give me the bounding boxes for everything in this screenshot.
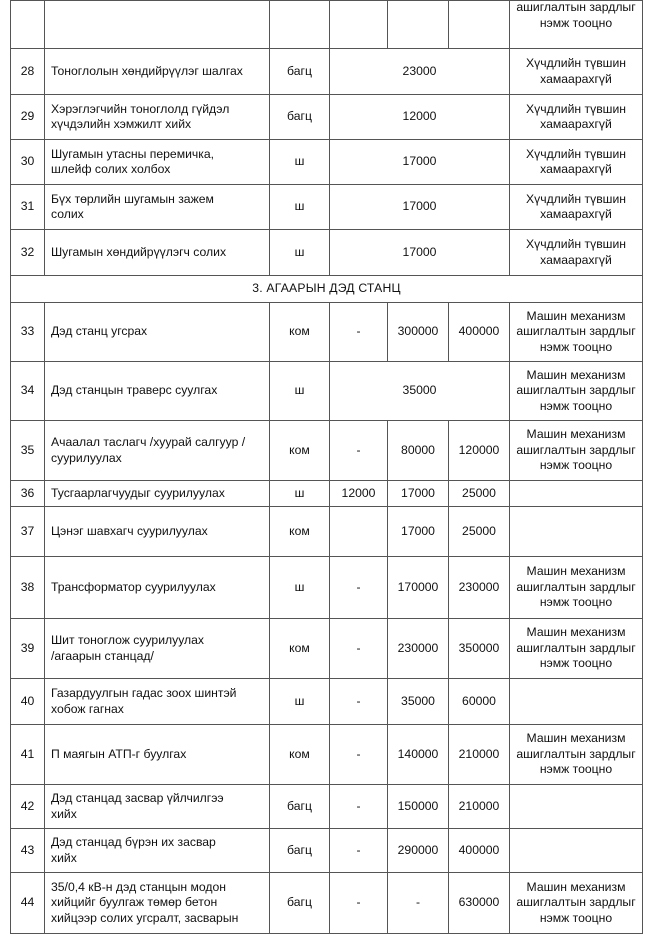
table-row xyxy=(11,303,643,362)
cell-note xyxy=(510,785,643,829)
table-row xyxy=(11,230,643,276)
cell-no: 33 xyxy=(11,303,45,362)
cell-note: Машин механизм ашиглалтын зардлыг нэмж тооцно xyxy=(510,873,643,934)
cell-unit: багц xyxy=(270,785,330,829)
cell-note: Машин механизм ашиглалтын зардлыг нэмж тооцно xyxy=(510,421,643,481)
table-row xyxy=(11,557,643,619)
cell-unit: ком xyxy=(270,619,330,679)
cell-name: Дэд станцын траверс суулгах xyxy=(45,362,270,421)
cell-name xyxy=(45,1,270,49)
cell-price-1: - xyxy=(330,679,388,725)
cell-unit: багц xyxy=(270,95,330,140)
table-row xyxy=(11,1,643,49)
price-table xyxy=(10,0,643,934)
cell-price-3 xyxy=(449,1,510,49)
table-row xyxy=(11,140,643,185)
cell-name: 35/0,4 кВ-н дэд станцын модон хийцийг буулгаж төмөр бетон хийцээр солих угсралт, засварын xyxy=(45,873,270,934)
cell-note: Хүчдлийн түвшин хамаарахгүй xyxy=(510,185,643,230)
cell-price-3: 25000 xyxy=(449,507,510,557)
cell-unit: ш xyxy=(270,230,330,276)
cell-name: Дэд станц угсрах xyxy=(45,303,270,362)
note-text: ашиглалтын зардлыг нэмж тооцно xyxy=(516,0,636,30)
cell-price-3: 120000 xyxy=(449,421,510,481)
table-row xyxy=(11,481,643,507)
cell-unit: багц xyxy=(270,49,330,95)
cell-price-2: 17000 xyxy=(388,507,449,557)
cell-price-merged: 12000 xyxy=(330,95,510,140)
cell-name: Шугамын хөндийрүүлэгч солих xyxy=(45,230,270,276)
cell-price-2: 150000 xyxy=(388,785,449,829)
table-row xyxy=(11,679,643,725)
cell-name: Цэнэг шавхагч суурилуулах xyxy=(45,507,270,557)
cell-price-2: 290000 xyxy=(388,829,449,873)
cell-name: Тоноглолын хөндийрүүлэг шалгах xyxy=(45,49,270,95)
cell-name: П маягын АТП-г буулгах xyxy=(45,725,270,785)
cell-note xyxy=(510,507,643,557)
cell-price-1: - xyxy=(330,421,388,481)
cell-note xyxy=(510,1,643,49)
cell-no: 39 xyxy=(11,619,45,679)
cell-note: Хүчдлийн түвшин хамаарахгүй xyxy=(510,49,643,95)
cell-price-2: 300000 xyxy=(388,303,449,362)
cell-note: Хүчдлийн түвшин хамаарахгүй xyxy=(510,95,643,140)
cell-price-1: - xyxy=(330,557,388,619)
cell-note xyxy=(510,481,643,507)
cell-name: Шит тоноглож суурилуулах /агаарын станцад/ xyxy=(45,619,270,679)
cell-no: 42 xyxy=(11,785,45,829)
table-row xyxy=(11,507,643,557)
table-row xyxy=(11,829,643,873)
cell-price-1: 12000 xyxy=(330,481,388,507)
cell-no: 35 xyxy=(11,421,45,481)
cell-price-1: - xyxy=(330,619,388,679)
cell-price-merged: 17000 xyxy=(330,140,510,185)
cell-price-3: 210000 xyxy=(449,785,510,829)
cell-price-2: 230000 xyxy=(388,619,449,679)
cell-unit: ш xyxy=(270,362,330,421)
cell-note: Хүчдлийн түвшин хамаарахгүй xyxy=(510,230,643,276)
cell-unit: ком xyxy=(270,507,330,557)
cell-price-1: - xyxy=(330,873,388,934)
table-row xyxy=(11,785,643,829)
cell-no: 32 xyxy=(11,230,45,276)
cell-unit: ком xyxy=(270,303,330,362)
table-row xyxy=(11,873,643,934)
cell-name: Шугамын утасны перемичка, шлейф солих холбох xyxy=(45,140,270,185)
cell-no: 31 xyxy=(11,185,45,230)
cell-price-1: - xyxy=(330,829,388,873)
cell-price-2: - xyxy=(388,873,449,934)
cell-price-3: 210000 xyxy=(449,725,510,785)
cell-unit: багц xyxy=(270,829,330,873)
cell-no: 29 xyxy=(11,95,45,140)
cell-unit: ш xyxy=(270,140,330,185)
cell-price-3: 60000 xyxy=(449,679,510,725)
cell-price-3: 400000 xyxy=(449,303,510,362)
cell-price-2: 17000 xyxy=(388,481,449,507)
cell-unit: ком xyxy=(270,421,330,481)
table-row xyxy=(11,95,643,140)
cell-price-3: 400000 xyxy=(449,829,510,873)
cell-no: 34 xyxy=(11,362,45,421)
section-row xyxy=(11,276,643,303)
cell-price-3: 25000 xyxy=(449,481,510,507)
cell-unit: багц xyxy=(270,873,330,934)
cell-price-2: 170000 xyxy=(388,557,449,619)
cell-price-2 xyxy=(388,1,449,49)
price-table-body xyxy=(11,1,643,934)
cell-price-2: 80000 xyxy=(388,421,449,481)
cell-note: Машин механизм ашиглалтын зардлыг нэмж тооцно xyxy=(510,362,643,421)
cell-price-3: 350000 xyxy=(449,619,510,679)
cell-no: 37 xyxy=(11,507,45,557)
cell-price-1 xyxy=(330,1,388,49)
cell-price-3: 230000 xyxy=(449,557,510,619)
cell-name: Дэд станцад засвар үйлчилгээ хийх xyxy=(45,785,270,829)
cell-price-1: - xyxy=(330,303,388,362)
section-title: 3. АГААРЫН ДЭД СТАНЦ xyxy=(11,276,643,303)
cell-name: Тусгаарлагчуудыг суурилуулах xyxy=(45,481,270,507)
cell-no: 38 xyxy=(11,557,45,619)
cell-name: Бүх төрлийн шугамын зажем солих xyxy=(45,185,270,230)
cell-no: 41 xyxy=(11,725,45,785)
cell-price-merged: 17000 xyxy=(330,185,510,230)
cell-price-1: - xyxy=(330,725,388,785)
cell-name: Дэд станцад бүрэн их засвар хийх xyxy=(45,829,270,873)
table-row xyxy=(11,619,643,679)
cell-price-merged: 17000 xyxy=(330,230,510,276)
cell-no: 36 xyxy=(11,481,45,507)
cell-name: Трансформатор суурилуулах xyxy=(45,557,270,619)
cell-unit: ш xyxy=(270,481,330,507)
cell-unit: ш xyxy=(270,679,330,725)
cell-no: 28 xyxy=(11,49,45,95)
cell-name: Хэрэглэгчийн тоноглолд гүйдэл хүчдэлийн хэмжилт хийх xyxy=(45,95,270,140)
cell-no xyxy=(11,1,45,49)
cell-unit: ш xyxy=(270,557,330,619)
cell-unit xyxy=(270,1,330,49)
cell-name: Ачаалал таслагч /хуурай салгуур / суурилуулах xyxy=(45,421,270,481)
cell-name: Газардуулгын гадас зоох шинтэй хобож гагнах xyxy=(45,679,270,725)
table-row xyxy=(11,362,643,421)
cell-note xyxy=(510,829,643,873)
cell-price-1: - xyxy=(330,785,388,829)
cell-note: Хүчдлийн түвшин хамаарахгүй xyxy=(510,140,643,185)
cell-no: 30 xyxy=(11,140,45,185)
cell-no: 43 xyxy=(11,829,45,873)
cell-price-merged: 23000 xyxy=(330,49,510,95)
table-row xyxy=(11,49,643,95)
cell-price-2: 140000 xyxy=(388,725,449,785)
cell-no: 40 xyxy=(11,679,45,725)
cell-note: Машин механизм ашиглалтын зардлыг нэмж тооцно xyxy=(510,619,643,679)
cell-price-2: 35000 xyxy=(388,679,449,725)
cell-no: 44 xyxy=(11,873,45,934)
cell-unit: ком xyxy=(270,725,330,785)
cell-note: Машин механизм ашиглалтын зардлыг нэмж тооцно xyxy=(510,725,643,785)
cell-price-merged: 35000 xyxy=(330,362,510,421)
table-row xyxy=(11,185,643,230)
cell-note: Машин механизм ашиглалтын зардлыг нэмж тооцно xyxy=(510,303,643,362)
cell-note: Машин механизм ашиглалтын зардлыг нэмж тооцно xyxy=(510,557,643,619)
table-row xyxy=(11,421,643,481)
cell-unit: ш xyxy=(270,185,330,230)
cell-price-3: 630000 xyxy=(449,873,510,934)
cell-price-1 xyxy=(330,507,388,557)
table-row xyxy=(11,725,643,785)
cell-note xyxy=(510,679,643,725)
